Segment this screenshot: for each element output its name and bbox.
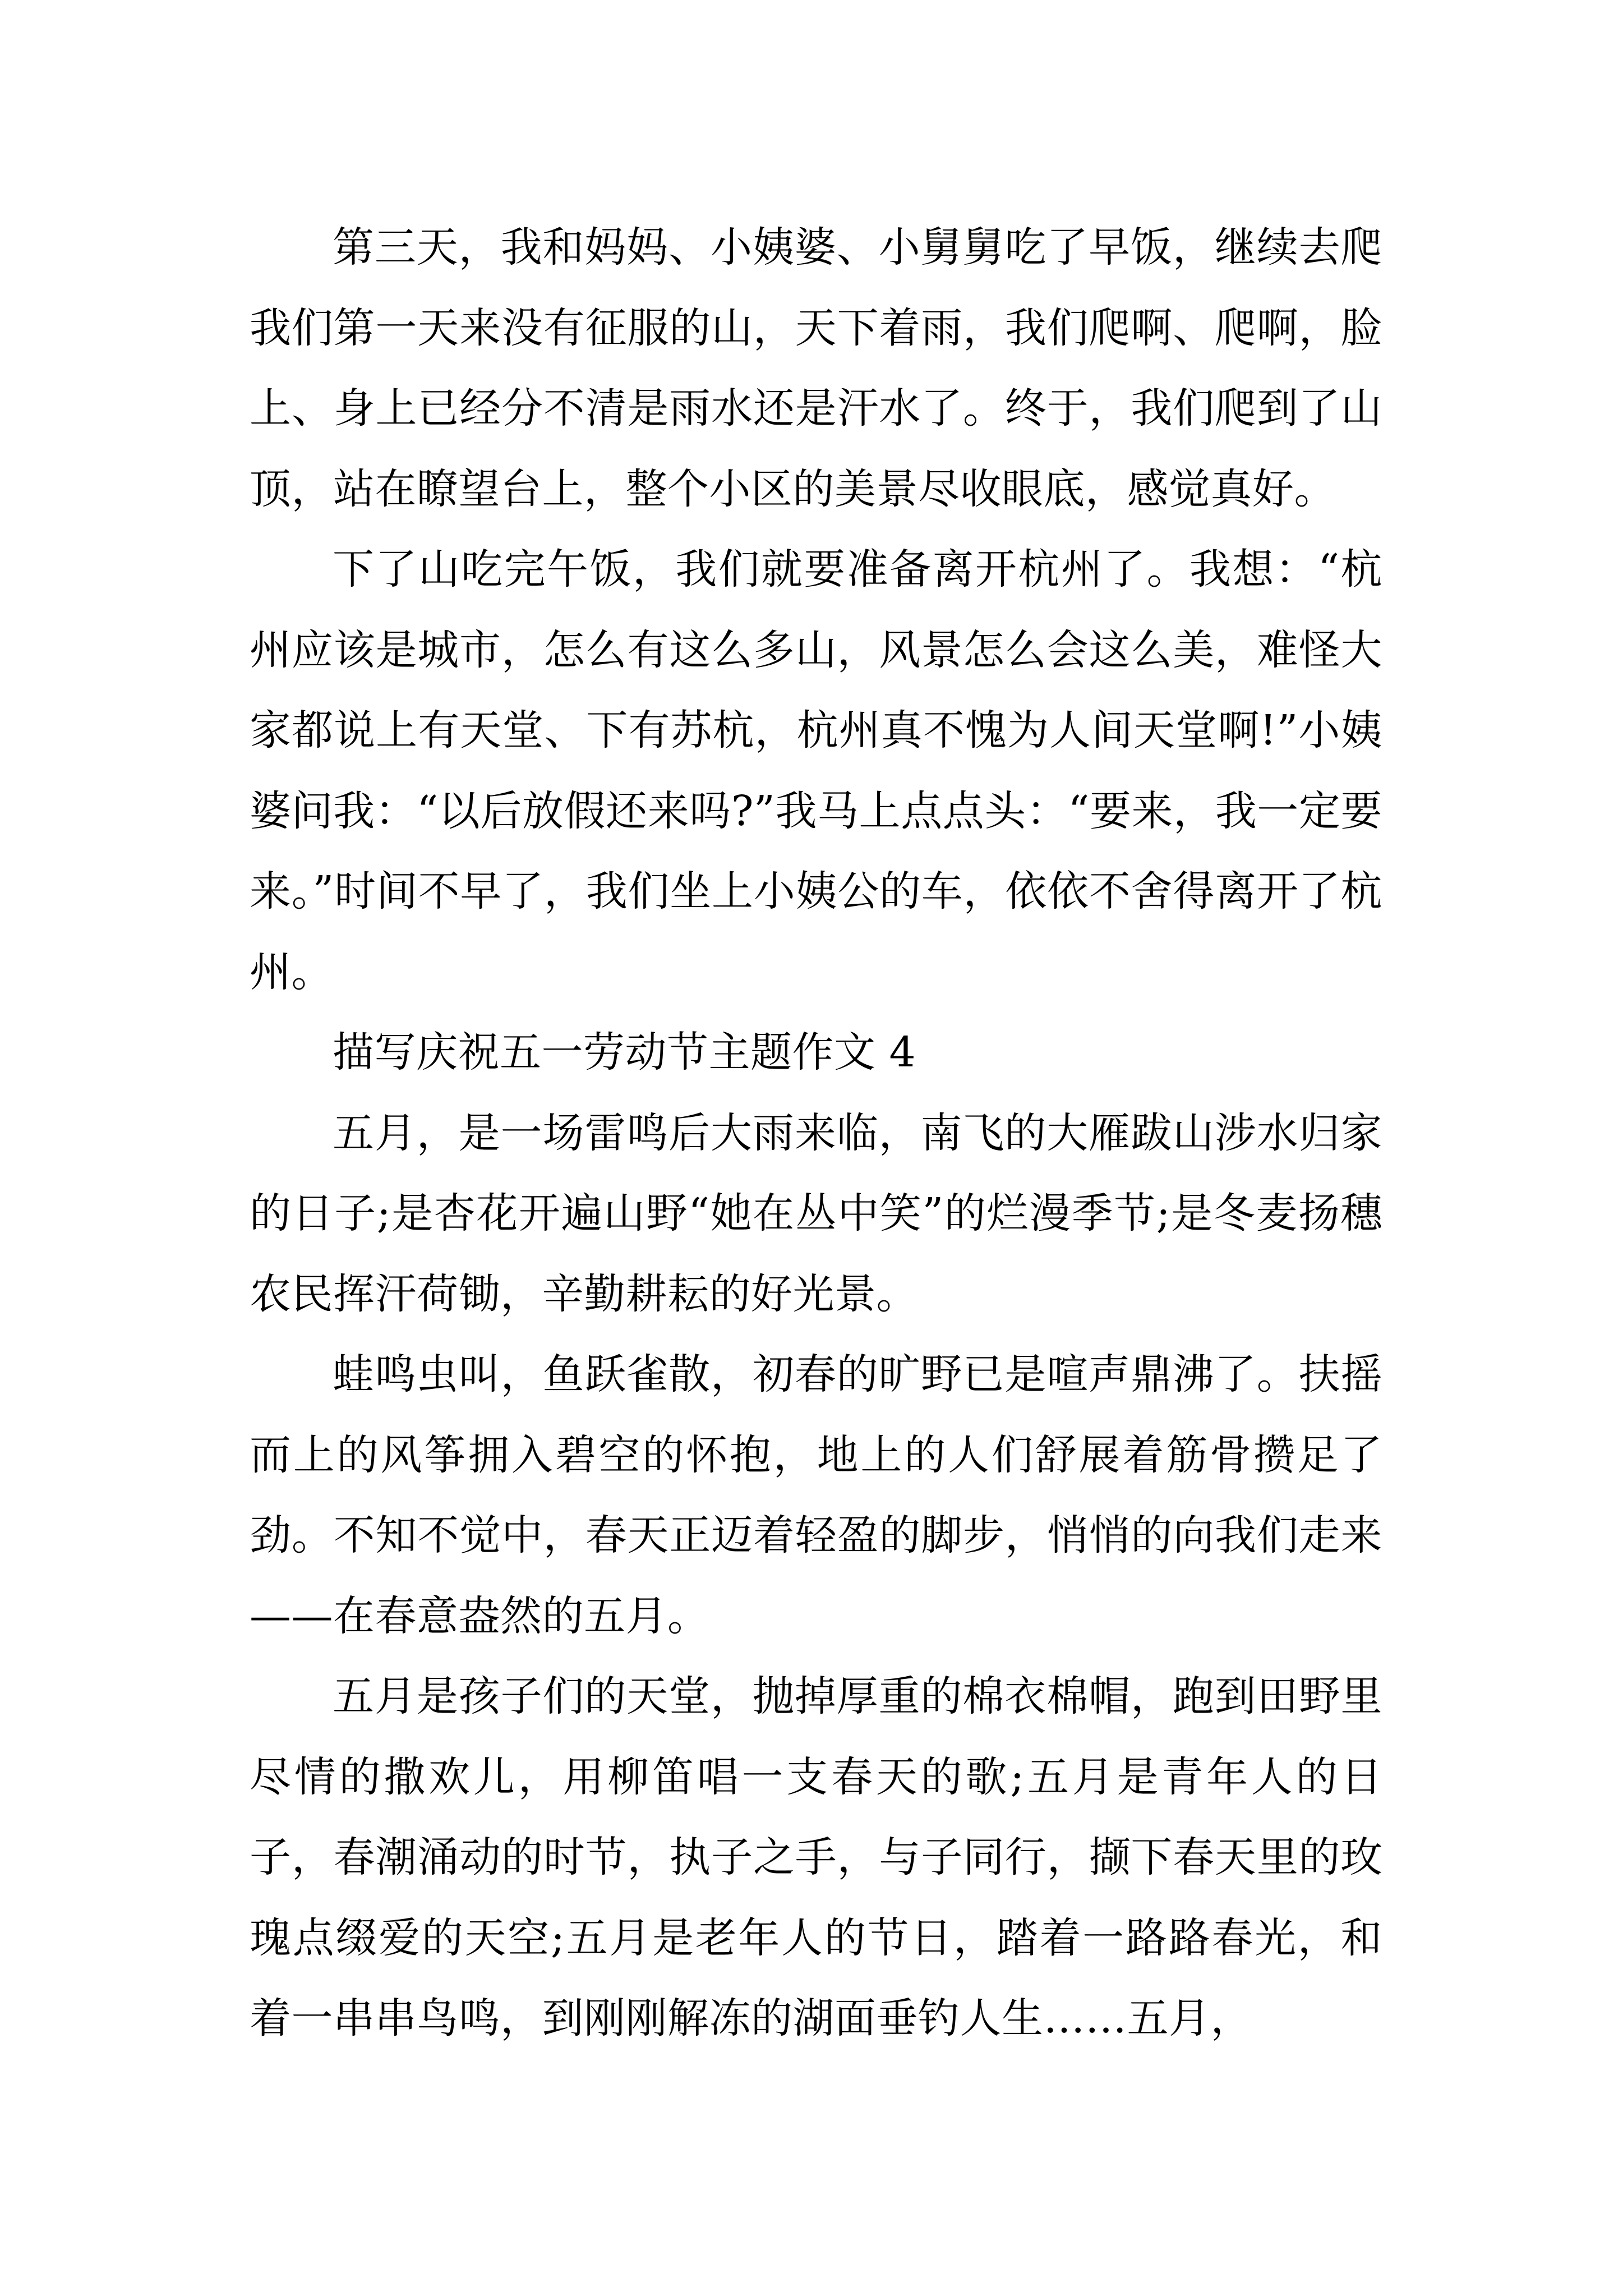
paragraph-day-three: 第三天，我和妈妈、小姨婆、小舅舅吃了早饭，继续去爬我们第一天来没有征服的山，天下着雨，我们爬啊、爬啊，脸上、身上已经分不清是雨水还是汗水了。终于，我们爬到了山顶，站在瞭望台上，整个小区的美景尽收眼底，感觉真好。 bbox=[250, 223, 1382, 513]
paragraph-spring-fields: 蛙鸣虫叫，鱼跃雀散，初春的旷野已是喧声鼎沸了。扶摇而上的风筝拥入碧空的怀抱，地上的人们舒展着筋骨攒足了劲。不知不觉中，春天正迈着轻盈的脚步，悄悄的向我们走来——在春意盎然的五月。 bbox=[250, 1350, 1382, 1640]
paragraph-leaving-hangzhou: 下了山吃完午饭，我们就要准备离开杭州了。我想：“杭州应该是城市，怎么有这么多山，风景怎么会这么美，难怪大家都说上有天堂、下有苏杭，杭州真不愧为人间天堂啊!”小姨婆问我：“以后放假还来吗?”我马上点点头：“要来，我一定要来。”时间不早了，我们坐上小姨公的车，依依不舍得离开了杭州。 bbox=[250, 545, 1382, 996]
paragraph-may-people: 五月是孩子们的天堂，抛掉厚重的棉衣棉帽，跑到田野里尽情的撒欢儿，用柳笛唱一支春天的歌;五月是青年人的日子，春潮涌动的时节，执子之手，与子同行，撷下春天里的玫瑰点缀爱的天空;五月是老年人的节日，踏着一路路春光，和着一串串鸟鸣，到刚刚解冻的湖面垂钓人生……五月， bbox=[250, 1672, 1382, 2042]
essay-heading: 描写庆祝五一劳动节主题作文 4 bbox=[333, 1028, 916, 1076]
document-body bbox=[250, 208, 1382, 2059]
paragraph-may-intro: 五月，是一场雷鸣后大雨来临，南飞的大雁跋山涉水归家的日子;是杏花开遍山野“她在丛中笑”的烂漫季节;是冬麦扬穗农民挥汗荷锄，辛勤耕耘的好光景。 bbox=[250, 1108, 1382, 1318]
